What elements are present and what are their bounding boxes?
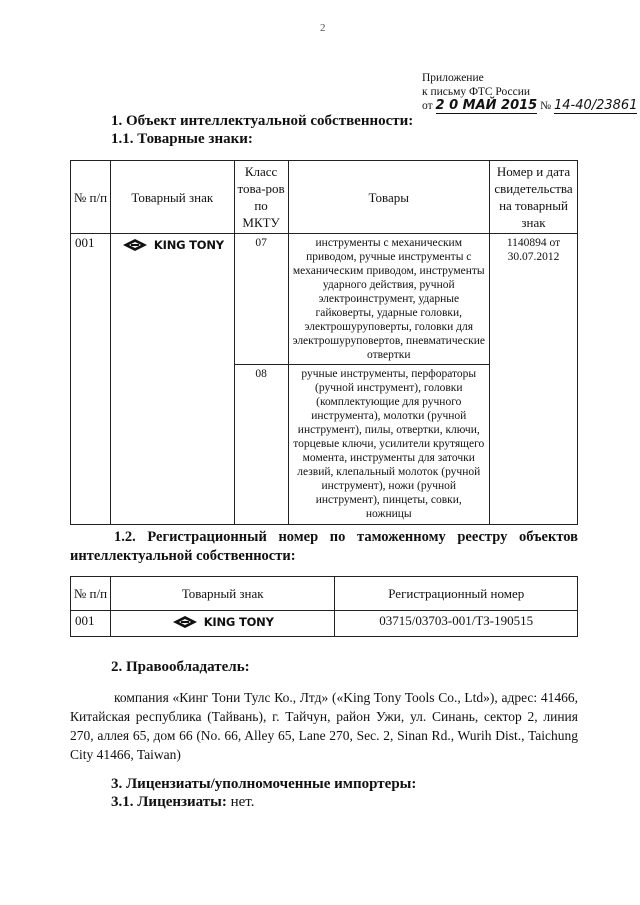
trademark-cell: [110, 234, 234, 525]
date-prefix: от: [422, 100, 433, 112]
page-number: 2: [320, 22, 326, 34]
licensees-label: 3.1. Лицензиаты:: [111, 794, 227, 810]
goods-cell: ручные инструменты, перфораторы (ручной инструмент), головки (комплектующие для ручного инструмента), молотки (ручной инструмент), пилы, отвертки, ключи, торцевые ключи, усилители крутящего момента, инструменты для заточки лезвий, клепальный молоток (ручной инструмент), ножи (ручной инструмент), пинцеты, совки, ножницы: [288, 365, 489, 525]
header-class: Класс това-ров по МКТУ: [234, 161, 288, 234]
section1-title: 1. Объект интеллектуальной собственности:: [111, 113, 414, 129]
appendix-line1: Приложение: [422, 72, 484, 84]
table-row: [71, 611, 578, 637]
section3-title: 3. Лицензиаты/уполномоченные импортеры:: [111, 776, 417, 792]
logo-text: KING TONY: [203, 615, 274, 629]
appendix-date-line: [422, 99, 637, 113]
table-row: [71, 234, 578, 365]
header-registration: Регистрационный номер: [335, 577, 578, 611]
goods-cell: инструменты с механическим приводом, ручные инструменты с механическим приводом, инструменты ударного действия, ручной электроинструмент, ударные гайковерты, ударные головки, электрошуруповерты, головки для электрошуруповертов, пневматические отвертки: [288, 234, 489, 365]
letter-number: 14-40/23861: [553, 98, 638, 113]
registration-header-row: [71, 577, 578, 611]
section31-line: [111, 794, 255, 811]
header-certificate: Номер и дата свидетельства на товарный знак: [490, 161, 578, 234]
header-goods: Товары: [288, 161, 489, 234]
header-num: № п/п: [71, 577, 111, 611]
licensees-value: нет.: [226, 794, 255, 810]
trademarks-header-row: [71, 161, 578, 234]
king-tony-emblem-icon: [172, 615, 198, 629]
section2-title: 2. Правообладатель:: [111, 659, 250, 675]
section2-text: компания «Кинг Тони Тулс Ко., Лтд» («King Tony Tools Co., Ltd»), адрес: 41466, Китайская республика (Тайвань), г. Тайчун, район Ужи, ул. Синань, сектор 2, линия 270, аллея 65, дом 66 (No. 66, Alley 65, Lane 270, Sec. 2, Sinan Rd., Wurih Dist., Taichung City 41466, Taiwan): [70, 690, 578, 762]
king-tony-logo: [114, 236, 231, 252]
row-num: 001: [71, 234, 111, 525]
appendix-stamp: [422, 71, 637, 113]
registration-table: [70, 576, 578, 637]
class-cell: 08: [234, 365, 288, 525]
section12-title: 1.2. Регистрационный номер по таможенному реестру объектов интеллектуальной собственности:: [70, 529, 578, 564]
letter-date: 2 0 МАЙ 2015: [435, 98, 538, 113]
trademark-cell: [110, 611, 335, 637]
logo-text: KING TONY: [153, 238, 224, 252]
row-num: 001: [71, 611, 111, 637]
king-tony-logo: [115, 613, 331, 629]
certificate-cell: 1140894 от 30.07.2012: [490, 234, 578, 525]
header-num: № п/п: [71, 161, 111, 234]
number-prefix: №: [540, 100, 552, 112]
registration-number: 03715/03703-001/ТЗ-190515: [335, 611, 578, 637]
appendix-line2: к письму ФТС России: [422, 86, 531, 98]
class-cell: 07: [234, 234, 288, 365]
section1-subtitle: 1.1. Товарные знаки:: [111, 131, 253, 147]
header-trademark: Товарный знак: [110, 577, 335, 611]
header-trademark: Товарный знак: [110, 161, 234, 234]
trademarks-table: [70, 160, 578, 525]
king-tony-emblem-icon: [122, 238, 148, 252]
